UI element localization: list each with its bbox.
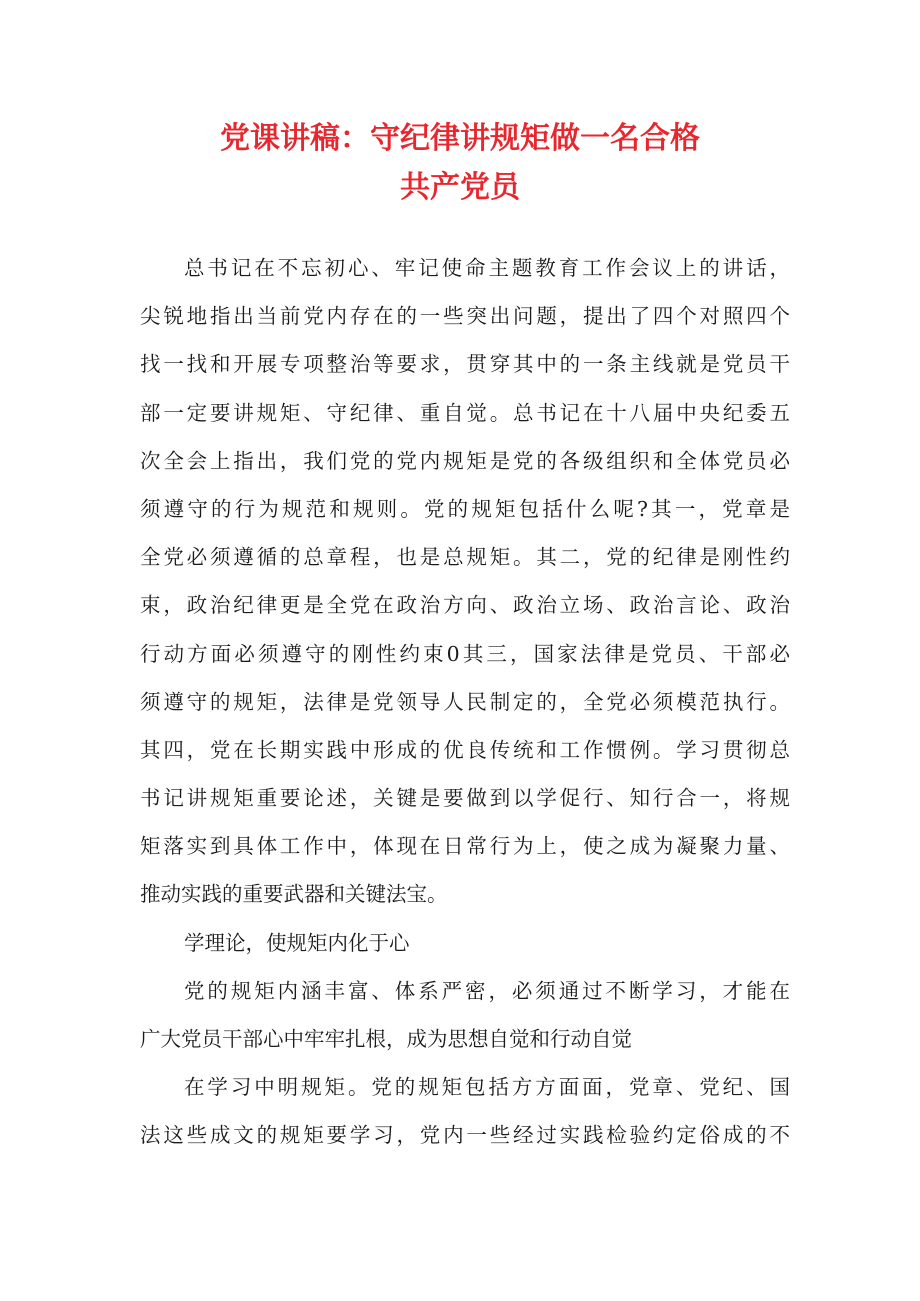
body-text-line: 须遵守的行为规范和规则。党的规矩包括什么呢?其一，党章是 <box>140 496 790 521</box>
body-text-line: 党的规矩内涵丰富、体系严密，必须通过不断学习，才能在 <box>184 978 790 1003</box>
body-text-line: 学理论，使规矩内化于心 <box>184 930 410 955</box>
body-text-line: 书记讲规矩重要论述，关键是要做到以学促行、知行合一，将规 <box>140 786 790 811</box>
body-text-line: 在学习中明规矩。党的规矩包括方方面面，党章、党纪、国 <box>184 1075 790 1100</box>
body-text-line: 束，政治纪律更是全党在政治方向、政治立场、政治言论、政治 <box>140 593 790 618</box>
body-text-line: 尖锐地指出当前党内存在的一些突出问题，提出了四个对照四个 <box>140 304 790 329</box>
document-title-line-2: 共产党员 <box>400 170 520 205</box>
body-text-line: 推动实践的重要武器和关键法宝。 <box>140 882 448 907</box>
body-text-line: 总书记在不忘初心、牢记使命主题教育工作会议上的讲话， <box>184 256 790 280</box>
body-text-line: 广大党员干部心中牢牢扎根，成为思想自觉和行动自觉 <box>140 1027 632 1051</box>
document-body <box>140 244 790 1160</box>
body-text-line: 找一找和开展专项整治等要求，贯穿其中的一条主线就是党员干 <box>140 352 790 377</box>
body-text-line: 法这些成文的规矩要学习，党内一些经过实践检验约定俗成的不 <box>140 1123 790 1148</box>
body-text-line: 须遵守的规矩，法律是党领导人民制定的，全党必须模范执行。 <box>140 689 790 714</box>
document-title-line-1: 党课讲稿：守纪律讲规矩做一名合格 <box>220 121 700 156</box>
body-text-line: 次全会上指出，我们党的党内规矩是党的各级组织和全体党员必 <box>140 448 790 473</box>
body-text-line: 部一定要讲规矩、守纪律、重自觉。总书记在十八届中央纪委五 <box>140 400 790 425</box>
body-text-line: 行动方面必须遵守的刚性约束0其三，国家法律是党员、干部必 <box>140 641 790 666</box>
body-text-line: 矩落实到具体工作中，体现在日常行为上，使之成为凝聚力量、 <box>140 834 790 859</box>
body-text-line: 全党必须遵循的总章程，也是总规矩。其二，党的纪律是刚性约 <box>140 545 790 570</box>
body-text-line: 其四，党在长期实践中形成的优良传统和工作惯例。学习贯彻总 <box>140 737 790 762</box>
